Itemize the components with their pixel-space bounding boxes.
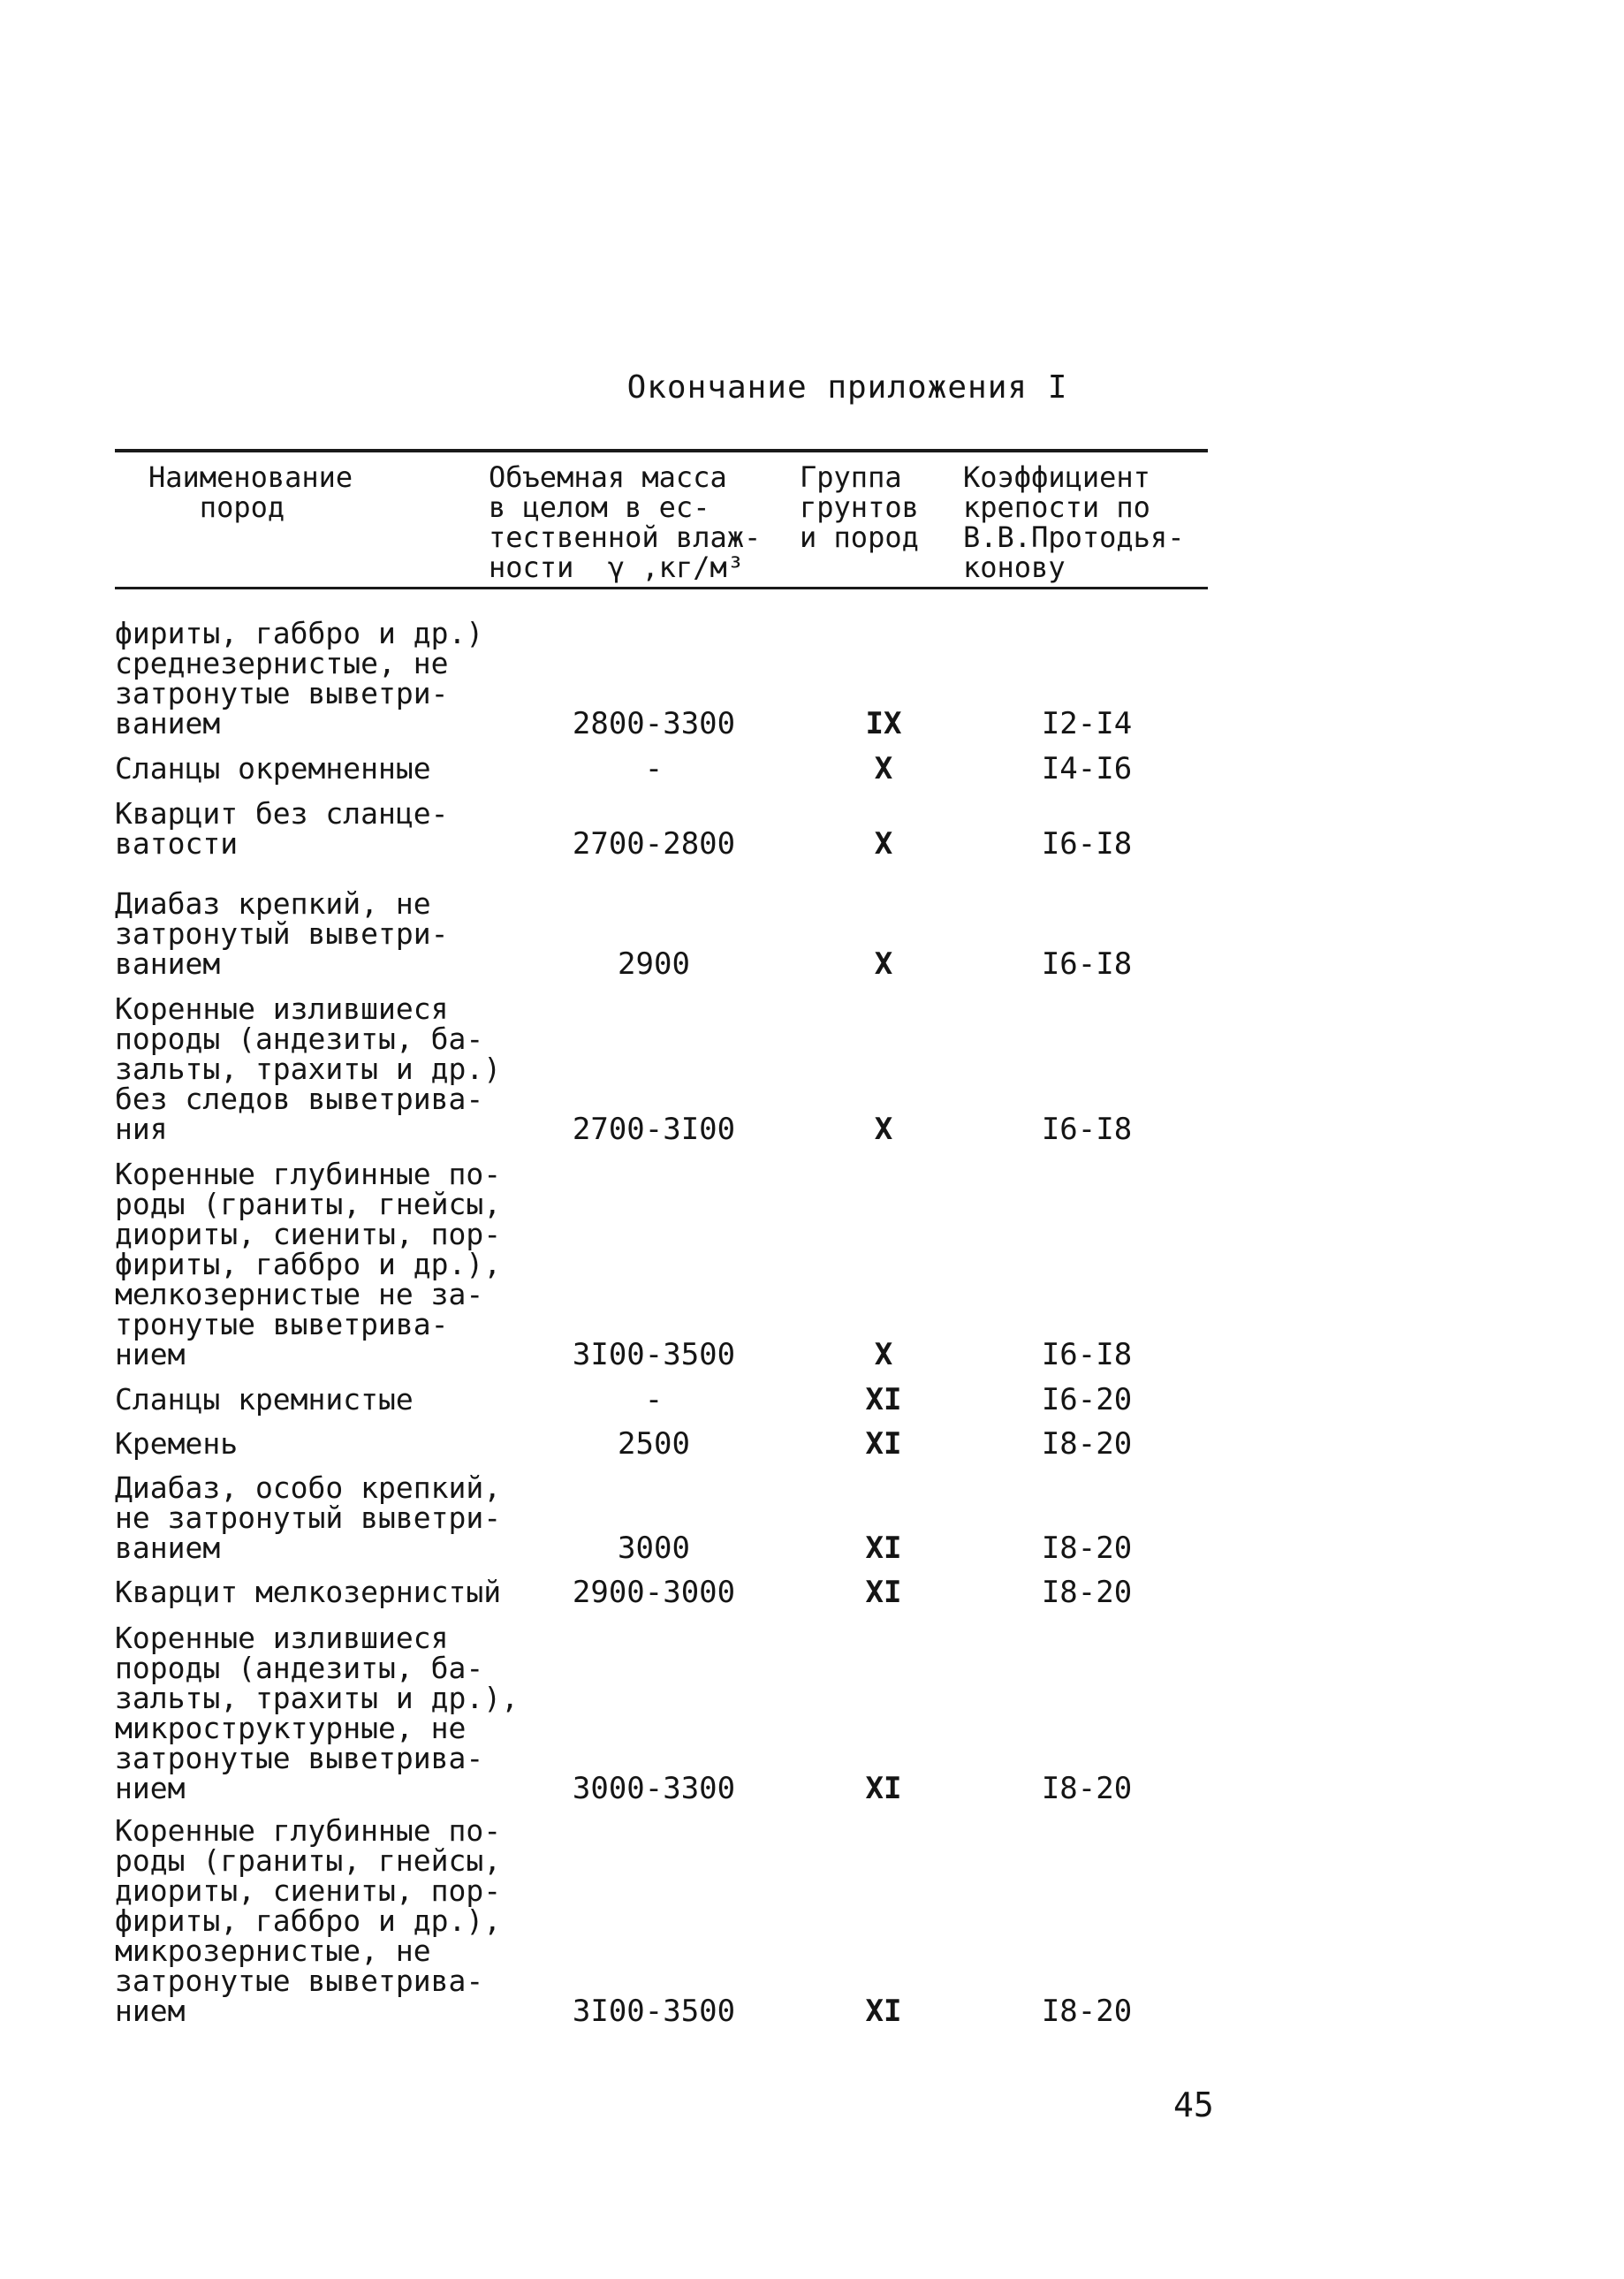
volume-mass-cell: 2900-3000 <box>572 1575 736 1610</box>
strength-coef-cell: I8-20 <box>1041 1994 1133 2029</box>
page-title: Окончание приложения I <box>626 369 1068 406</box>
volume-mass-cell: 2700-2800 <box>572 826 736 862</box>
volume-mass-cell: 3000 <box>618 1531 690 1566</box>
strength-coef-cell: I8-20 <box>1041 1426 1133 1462</box>
soil-group-cell: XI <box>865 1382 902 1417</box>
strength-coef-cell: I4-I6 <box>1041 751 1133 786</box>
volume-mass-cell: 3I00-3500 <box>572 1994 736 2029</box>
strength-coef-cell: I6-20 <box>1041 1382 1133 1417</box>
header-volume-mass: Объемная масса в целом в ес- тественной влаж- ности γ ,кг/м³ <box>489 460 762 584</box>
rock-name-cell: Диабаз крепкий, не затронутый выветри- ванием <box>115 886 449 981</box>
strength-coef-cell: I6-I8 <box>1041 1337 1133 1372</box>
header-soil-group: Группа грунтов и пород <box>800 460 919 554</box>
soil-group-cell: X <box>874 946 893 982</box>
strength-coef-cell: I6-I8 <box>1041 946 1133 982</box>
rock-name-cell: Кварцит без сланце- ватости <box>115 796 449 861</box>
volume-mass-cell: 2500 <box>618 1426 690 1462</box>
soil-group-cell: X <box>874 826 893 862</box>
volume-mass-cell: 2800-3300 <box>572 706 736 741</box>
strength-coef-cell: I8-20 <box>1041 1771 1133 1806</box>
header-strength-coef: Коэффициент крепости по В.В.Протодья- конову <box>963 460 1185 584</box>
volume-mass-cell: 3000-3300 <box>572 1771 736 1806</box>
rock-name-cell: Кремень <box>115 1426 239 1461</box>
rock-name-cell: Коренные излившиеся породы (андезиты, ба- зальты, трахиты и др.), микроструктурные, не затронутые выветрива- нием <box>115 1621 519 1805</box>
soil-group-cell: X <box>874 1112 893 1147</box>
soil-group-cell: XI <box>865 1575 902 1610</box>
volume-mass-cell: - <box>644 751 664 786</box>
volume-mass-cell: 2900 <box>618 946 690 982</box>
soil-group-cell: X <box>874 751 893 786</box>
volume-mass-cell: - <box>644 1382 664 1417</box>
soil-group-cell: XI <box>865 1994 902 2029</box>
soil-group-cell: XI <box>865 1531 902 1566</box>
strength-coef-cell: I6-I8 <box>1041 826 1133 862</box>
rock-name-cell: Сланцы кремнистые <box>115 1382 414 1417</box>
table-top-rule <box>115 449 1208 452</box>
soil-group-cell: XI <box>865 1426 902 1462</box>
rock-name-cell: Диабаз, особо крепкий, не затронутый выветри- ванием <box>115 1470 502 1565</box>
table-header-rule <box>115 587 1208 589</box>
strength-coef-cell: I2-I4 <box>1041 706 1133 741</box>
rock-name-cell: Кварцит мелкозернистый <box>115 1575 502 1609</box>
page-number: 45 <box>1173 2085 1214 2124</box>
volume-mass-cell: 2700-3I00 <box>572 1112 736 1147</box>
rock-name-cell: Сланцы окремненные <box>115 751 431 786</box>
rock-name-cell: фириты, габбро и др.) среднезернистые, не затронутые выветри- ванием <box>115 616 484 741</box>
strength-coef-cell: I8-20 <box>1041 1575 1133 1610</box>
soil-group-cell: XI <box>865 1771 902 1806</box>
strength-coef-cell: I6-I8 <box>1041 1112 1133 1147</box>
rock-name-cell: Коренные излившиеся породы (андезиты, ба- зальты, трахиты и др.) без следов выветрива- ния <box>115 991 502 1146</box>
soil-group-cell: IX <box>865 706 902 741</box>
rock-name-cell: Коренные глубинные по- роды (граниты, гнейсы, диориты, сиениты, пор- фириты, габбро и др.), мелкозернистые не за- тронутые выветрива- нием <box>115 1157 502 1371</box>
rock-name-cell: Коренные глубинные по- роды (граниты, гнейсы, диориты, сиениты, пор- фириты, габбро и др.), микрозернистые, не затронутые выветрива- нием <box>115 1813 502 2028</box>
strength-coef-cell: I8-20 <box>1041 1531 1133 1566</box>
header-rock-name: Наименование пород <box>148 460 353 524</box>
soil-group-cell: X <box>874 1337 893 1372</box>
volume-mass-cell: 3I00-3500 <box>572 1337 736 1372</box>
